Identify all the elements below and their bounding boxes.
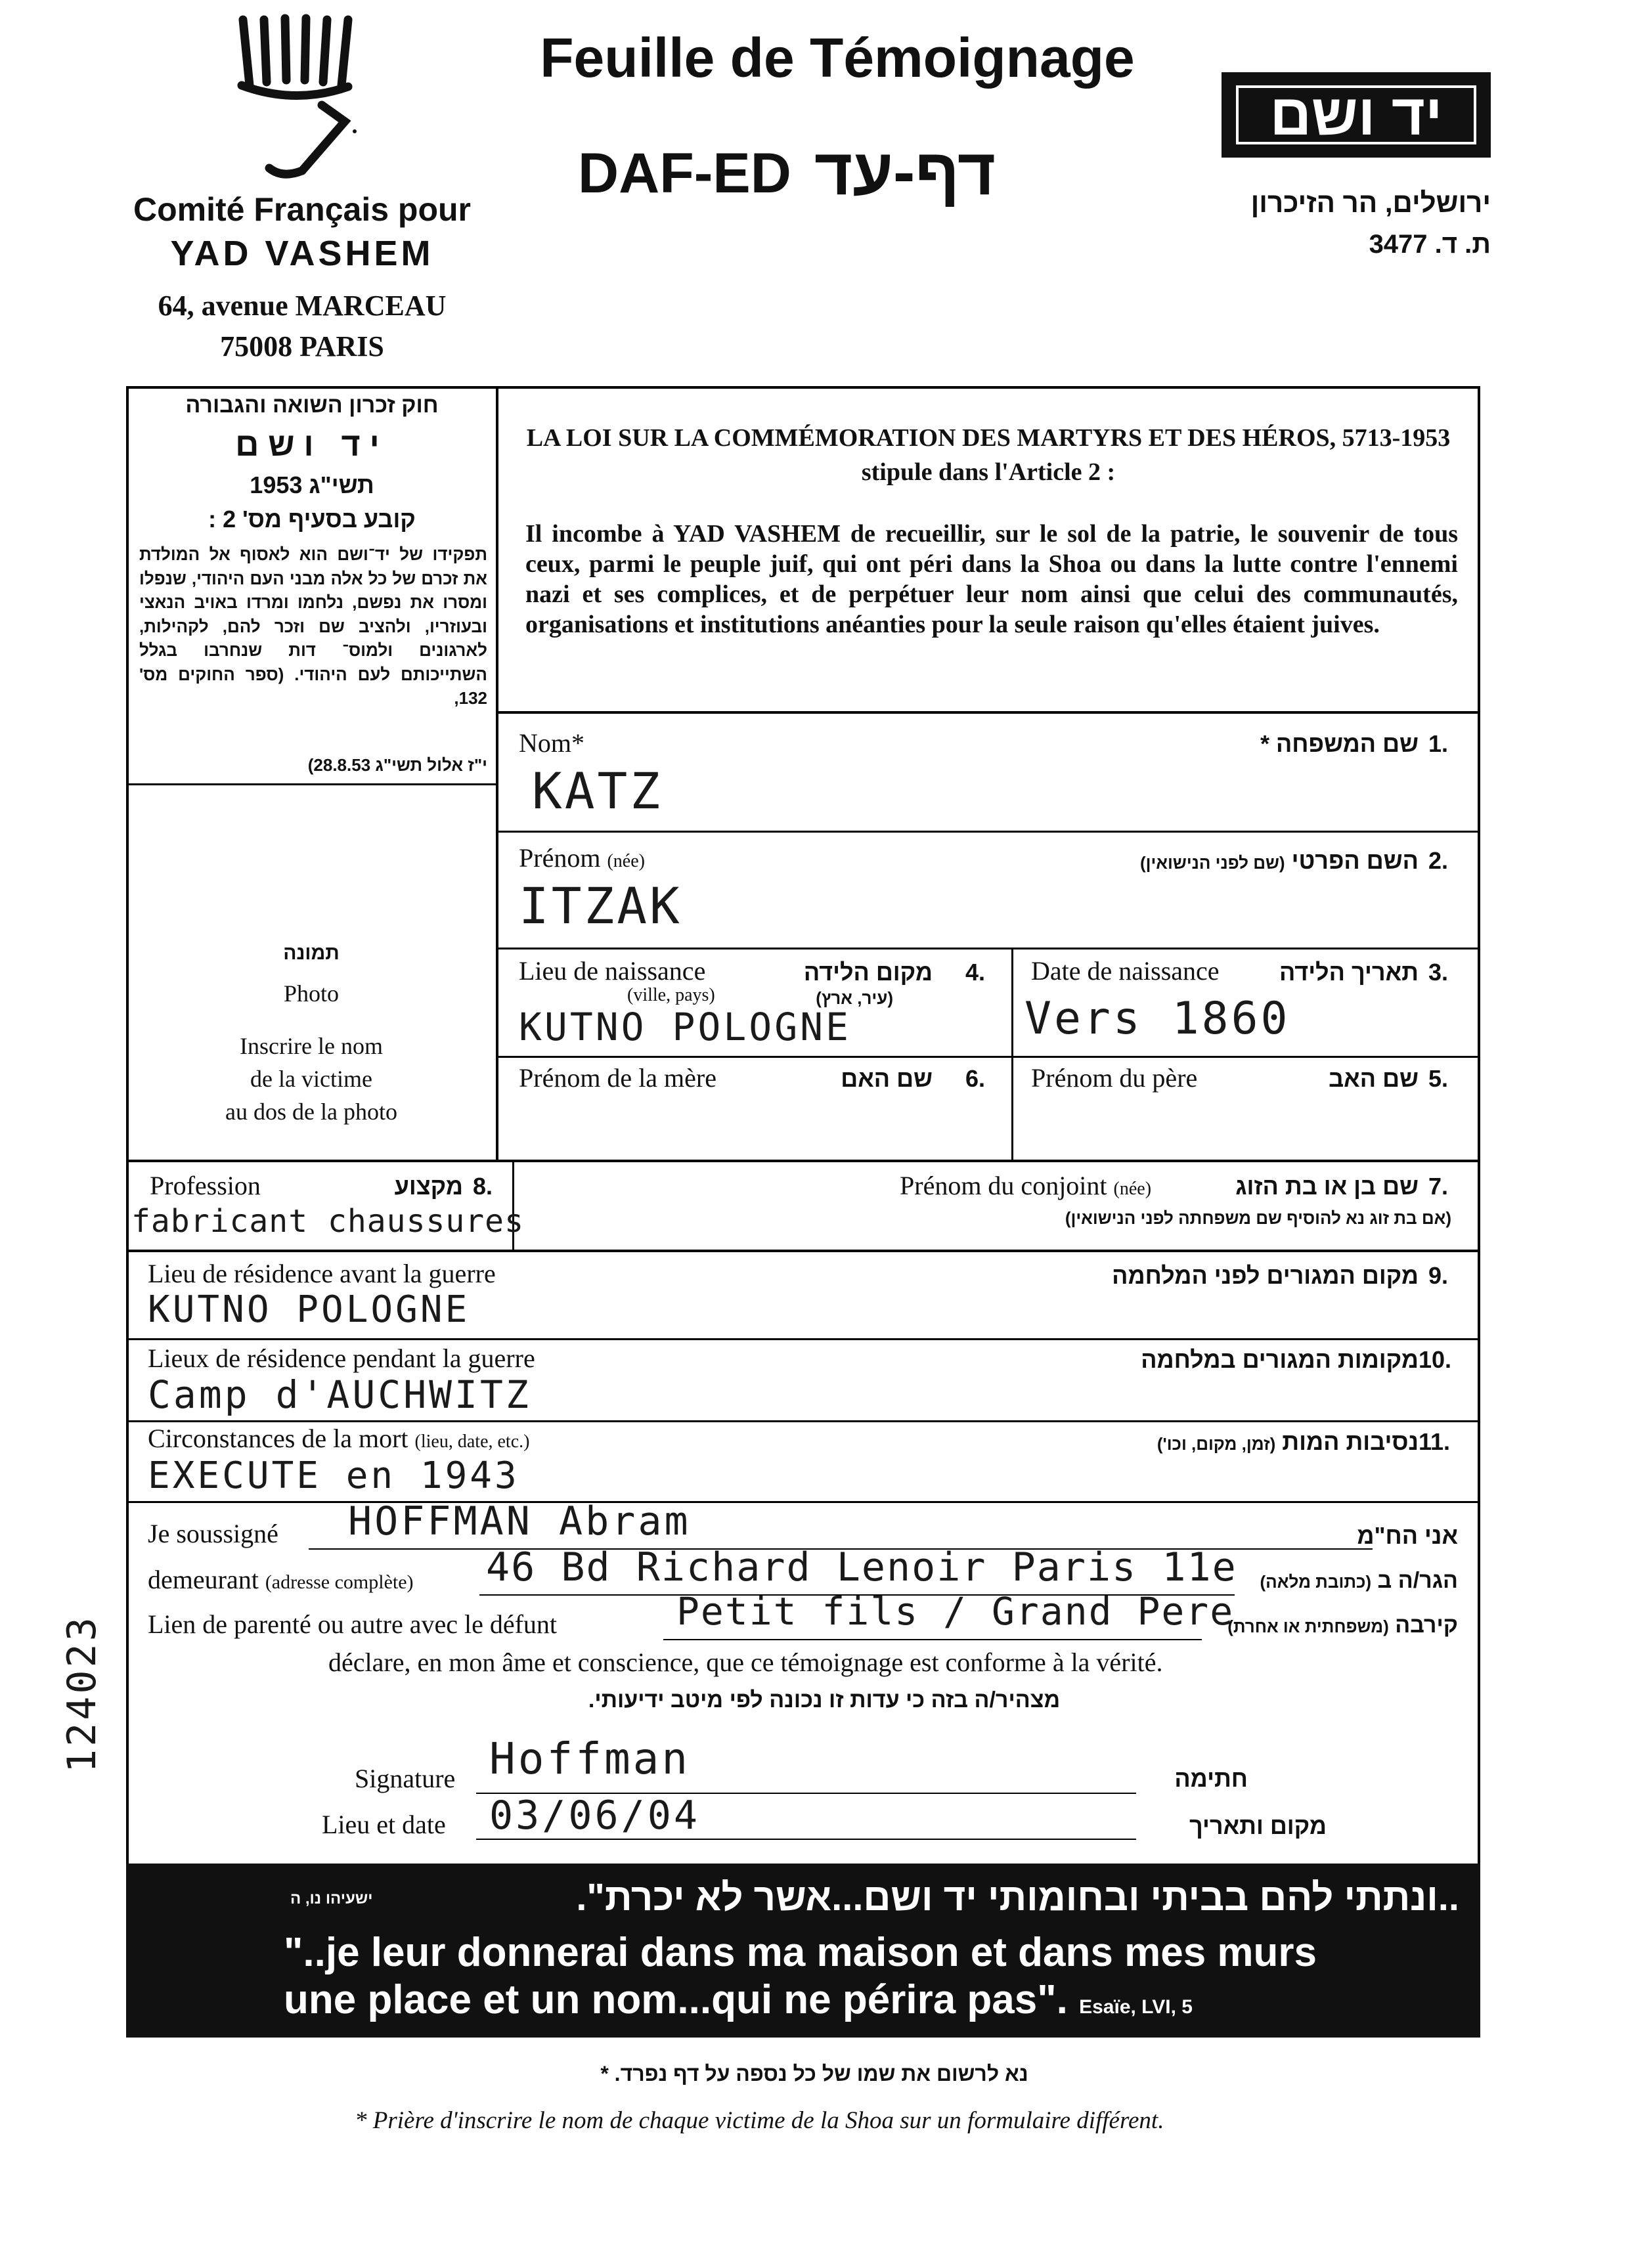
field5-label-he: שם האב — [1329, 1065, 1419, 1092]
photo-instr-2: de la victime — [250, 1066, 372, 1092]
demeurant-label-he — [1235, 1568, 1458, 1594]
field11-number: 11. — [1419, 1428, 1451, 1455]
law-hebrew-name: יד ושם — [235, 426, 389, 463]
field4-fr-small: (ville, pays) — [627, 985, 715, 1005]
footer-hebrew-text: נא לרשום את שמו של כל נספה על דף נפרד. — [614, 2062, 1028, 2085]
field4-label-fr: Lieu de naissance — [519, 956, 706, 986]
field1-value[interactable]: KATZ — [532, 762, 663, 820]
demeurant-he-main: הגר/ה ב — [1377, 1568, 1458, 1593]
committee-name: Comité Français pour — [133, 191, 471, 228]
field5-number: 5. — [1428, 1065, 1449, 1092]
field3-value[interactable]: Vers 1860 — [1024, 993, 1290, 1045]
field7-label-he: שם בן או בת הזוג — [1235, 1173, 1419, 1200]
yv-pobox: ת. ד. 3477 — [1369, 230, 1491, 259]
field8-number: 8. — [473, 1173, 493, 1200]
field7-fr-main: Prénom du conjoint — [900, 1171, 1107, 1200]
field8-label-fr: Profession — [150, 1171, 261, 1200]
signature-value[interactable]: Hoffman — [489, 1734, 691, 1784]
demeurant-value[interactable]: 46 Bd Richard Lenoir Paris 11e — [486, 1544, 1237, 1590]
field10-number: 10. — [1419, 1346, 1452, 1373]
field1-label-fr: Nom* — [519, 728, 584, 758]
demeurant-fr-small: (adresse complète) — [265, 1571, 414, 1593]
margin-number: 124023 — [59, 1615, 105, 1773]
field2-he-small: (שם לפני הנישואין) — [1139, 853, 1285, 873]
field11-value[interactable]: EXECUTE en 1943 — [148, 1454, 519, 1497]
field10-label-he: מקומות המגורים במלחמה — [1141, 1346, 1419, 1373]
field5-label-fr: Prénom du père — [1031, 1063, 1198, 1093]
form-subtitle-latin: DAF-ED — [578, 142, 791, 205]
lien-label-fr: Lien de parenté ou autre avec le défunt — [148, 1609, 558, 1639]
law-hebrew-citation: י"ז אלול תשי"ג 28.8.53) — [307, 755, 487, 775]
field8-value[interactable]: fabricant chaussures — [131, 1203, 524, 1240]
field6-label-he: שם האם — [841, 1065, 933, 1092]
banner-french-line1: "..je leur donnerai dans ma maison et dans mes murs — [284, 1930, 1317, 1975]
yv-address: ירושלים, הר הזיכרון — [1250, 187, 1491, 218]
field4-number: 4. — [965, 959, 986, 986]
field9-number: 9. — [1428, 1262, 1449, 1289]
lieudate-value[interactable]: 03/06/04 — [489, 1793, 700, 1839]
field8-label-he: מקצוע — [394, 1173, 463, 1200]
field2-label-he — [854, 847, 1419, 875]
field7-fr-small: (née) — [1113, 1179, 1152, 1199]
field9-value[interactable]: KUTNO POLOGNE — [148, 1288, 470, 1331]
field2-number: 2. — [1428, 847, 1449, 874]
yad-vashem-logo — [1222, 72, 1491, 158]
law-hebrew-title: חוק זכרון השואה והגבורה — [185, 393, 439, 418]
field1-label-he: שם המשפחה * — [1260, 730, 1419, 757]
law-french-title: LA LOI SUR LA COMMÉMORATION DES MARTYRS ET DES HÉROS, 5713-1953 — [526, 424, 1451, 452]
footer-asterisk: * — [600, 2062, 615, 2085]
field2-fr-main: Prénom — [519, 843, 601, 873]
demeurant-fr-main: demeurant — [148, 1565, 259, 1594]
field4-value[interactable]: KUTNO POLOGNE — [519, 1005, 851, 1049]
field6-label-fr: Prénom de la mère — [519, 1063, 716, 1093]
lien-he-small: (משפחתית או אחרת) — [1227, 1617, 1389, 1636]
field11-label-he — [919, 1428, 1419, 1456]
form-title: Feuille de Témoignage — [540, 27, 1135, 89]
law-french-subtitle: stipule dans l'Article 2 : — [861, 458, 1116, 486]
law-hebrew-year: תשי"ג 1953 — [250, 471, 374, 498]
soussigne-label-he: אני הח"מ — [1357, 1522, 1458, 1549]
address-line2: 75008 PARIS — [220, 330, 384, 362]
soussigne-value[interactable]: HOFFMAN Abram — [348, 1498, 691, 1544]
field11-he-main: נסיבות המות — [1282, 1428, 1419, 1455]
law-hebrew-clause: קובע בסעיף מס' 2 : — [208, 506, 416, 533]
form-subtitle-hebrew: דף-עד — [814, 135, 996, 209]
field3-number: 3. — [1428, 959, 1449, 986]
photo-instr-3: au dos de la photo — [225, 1099, 397, 1125]
field2-fr-small: (née) — [607, 851, 645, 871]
field10-label-fr: Lieux de résidence pendant la guerre — [148, 1343, 535, 1373]
law-hebrew-body: תפקידו של יד־ושם הוא לאסוף אל המולדת את זכרם של כל אלה מבני העם היהודי, שנפלו ומסרו את נפשם, נלחמו ומרדו באויב הנאצי ובעוזריו, ולהציב שם וזכר להם, לקהילות, לארגונים ולמוס־ דות שנחרבו בגלל השתייכותם לעם היהודי. (ספר החוקים מס' 132, — [139, 544, 487, 708]
menorah-logo — [223, 7, 381, 184]
demeurant-he-small: (כתובת מלאה) — [1260, 1572, 1372, 1592]
field3-label-fr: Date de naissance — [1031, 956, 1220, 986]
field7-he-small: (אם בת זוג נא להוסיף שם משפחתה לפני הנישואין) — [1065, 1208, 1451, 1228]
field2-value[interactable]: ITZAK — [519, 877, 682, 935]
declare-fr: déclare, en mon âme et conscience, que ce témoignage est conforme à la vérité. — [328, 1647, 1163, 1677]
signature-label-he: חתימה — [1174, 1765, 1248, 1792]
declare-he: מצהיר/ה בזה כי עדות זו נכונה לפי מיטב ידיעותי. — [588, 1688, 1061, 1712]
field7-label-fr — [900, 1170, 1151, 1201]
lien-he-main: קירבה — [1395, 1613, 1458, 1638]
banner-french-ref: Esaïe, LVI, 5 — [1079, 1996, 1193, 2018]
field4-label-he: מקום הלידה — [803, 959, 933, 986]
field2-he-main: השם הפרטי — [1291, 847, 1419, 874]
field11-he-small: (זמן, מקום, וכו') — [1156, 1434, 1276, 1454]
soussigne-label-fr: Je soussigné — [148, 1519, 278, 1548]
signature-label-fr: Signature — [355, 1764, 456, 1793]
photo-instr-1: Inscrire le nom — [240, 1033, 383, 1059]
field10-value[interactable]: Camp d'AUCHWITZ — [148, 1372, 531, 1417]
photo-hebrew: תמונה — [283, 942, 340, 964]
field3-label-he: תאריך הלידה — [1279, 959, 1419, 986]
banner-hebrew-ref: ישעיהו נו, ה — [290, 1890, 373, 1908]
banner-french2-text: une place et un nom...qui ne périra pas". — [284, 1977, 1068, 2022]
field4-he-small: (עיר, ארץ) — [816, 988, 893, 1008]
field11-label-fr — [148, 1423, 529, 1454]
footer-french: * Prière d'inscrire le nom de chaque victime de la Shoa sur un formulaire différent. — [355, 2107, 1164, 2134]
field11-fr-small: (lieu, date, etc.) — [414, 1431, 530, 1452]
field11-fr-main: Circonstances de la mort — [148, 1424, 408, 1453]
footer-hebrew — [565, 2062, 1064, 2086]
yad-vashem-name: YAD VASHEM — [170, 234, 434, 273]
lien-value[interactable]: Petit fils / Grand Pere — [676, 1589, 1235, 1634]
field1-number: 1. — [1428, 730, 1449, 757]
field2-label-fr — [519, 842, 645, 873]
quote-banner — [126, 1864, 1480, 2038]
field9-label-fr: Lieu de résidence avant la guerre — [148, 1259, 496, 1288]
yad-vashem-logo-text: יד ושם — [1269, 82, 1443, 147]
field6-number: 6. — [965, 1065, 986, 1092]
lieudate-label-fr: Lieu et date — [322, 1810, 446, 1839]
banner-hebrew-text: ..ונתתי להם בביתי ובחומותי יד ושם...אשר לא יכרת". — [576, 1876, 1459, 1919]
field9-label-he: מקום המגורים לפני המלחמה — [1112, 1262, 1419, 1289]
demeurant-label-fr — [148, 1564, 414, 1595]
banner-hebrew — [284, 1875, 1459, 1919]
lieudate-label-he: מקום ותאריך — [1189, 1812, 1327, 1839]
field7-number: 7. — [1428, 1173, 1449, 1200]
law-french-body: Il incombe à YAD VASHEM de recueillir, sur le sol de la patrie, le souvenir de tous ceux, parmi le peuple juif, qui ont péri dans la Shoa ou dans la lutte contre l'ennemi nazi et ses complices, et de perpétuer leur nom ainsi que celui des communautés, organisations et institutions anéanties pour la seule raison qu'elles étaient juives. — [525, 520, 1458, 638]
photo-label: Photo — [283, 980, 340, 1007]
address-line1: 64, avenue MARCEAU — [158, 290, 447, 322]
banner-french-line2 — [284, 1976, 1193, 2023]
lien-label-he — [1208, 1613, 1458, 1638]
